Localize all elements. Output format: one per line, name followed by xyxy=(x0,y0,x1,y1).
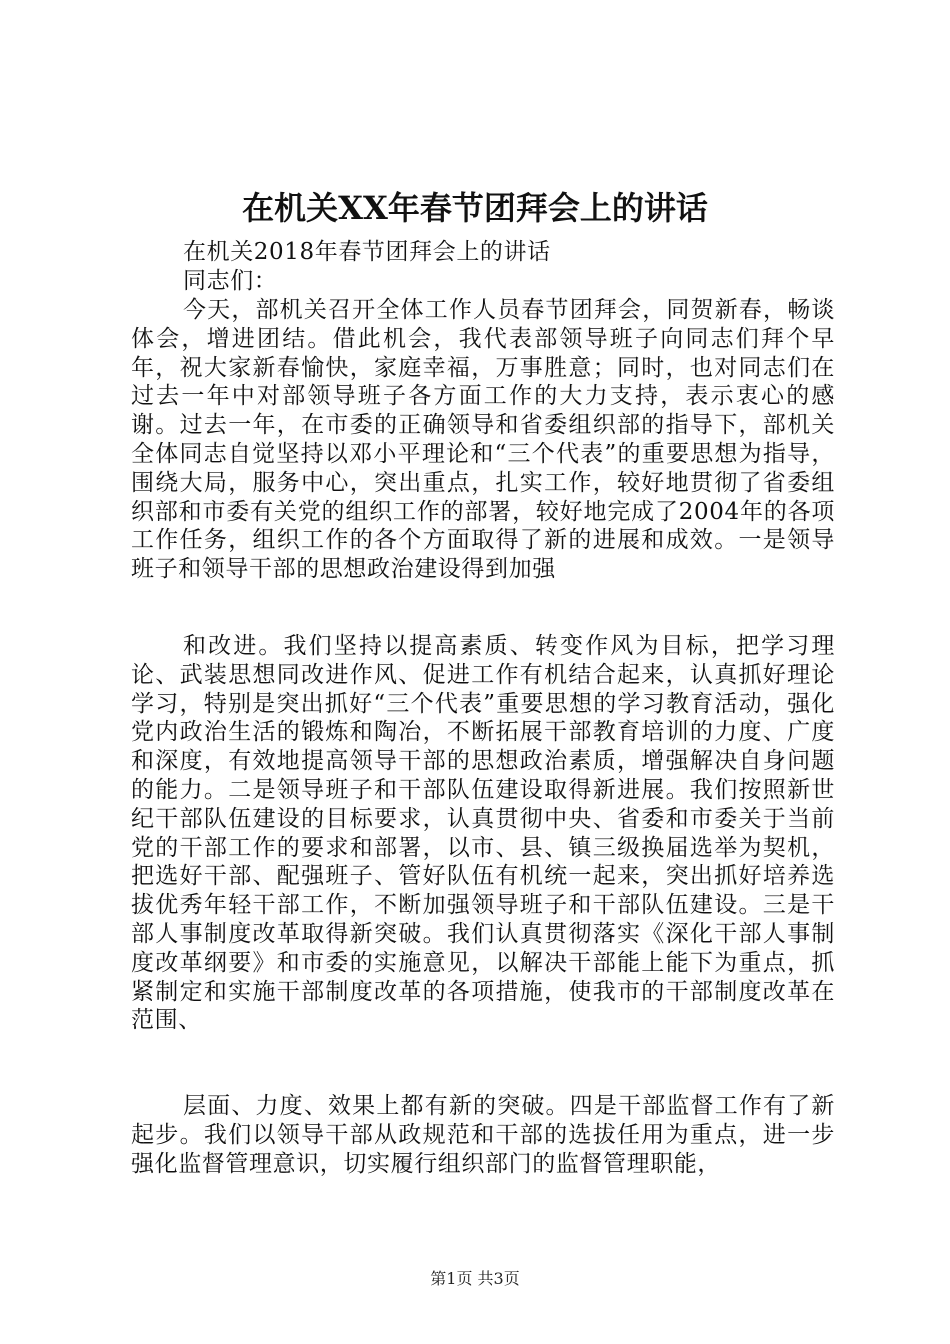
document-title: 在机关XX年春节团拜会上的讲话 xyxy=(242,189,708,227)
paragraph-2: 和改进。我们坚持以提高素质、转变作风为目标，把学习理论、武装思想同改进作风、促进工作有机结合起来，认真抓好理论学习，特别是突出抓好“三个代表”重要思想的学习教育活动，强化党内政治生活的锻炼和陶冶，不断拓展干部教育培训的力度、广度和深度，有效地提高领导干部的思想政治素质，增强解决自身问题的能力。二是领导班子和干部队伍建设取得新进展。我们按照新世纪干部队伍建设的目标要求，认真贯彻中央、省委和市委关于当前党的干部工作的要求和部署，以市、县、镇三级换届选举为契机，把选好干部、配强班子、管好队伍有机统一起来，突出抓好培养选拔优秀年轻干部工作，不断加强领导班子和干部队伍建设。三是干部人事制度改革取得新突破。我们认真贯彻落实《深化干部人事制度改革纲要》和市委的实施意见，以解决干部能上能下为重点，抓紧制定和实施干部制度改革的各项措施，使我市的干部制度改革在范围、 xyxy=(131,633,835,1034)
paragraph-1: 今天，部机关召开全体工作人员春节团拜会，同贺新春，畅谈体会，增进团结。借此机会，我代表部领导班子向同志们拜个早年，祝大家新春愉快，家庭幸福，万事胜意；同时，也对同志们在过去一年中对部领导班子各方面工作的大力支持，表示衷心的感谢。过去一年，在市委的正确领导和省委组织部的指导下，部机关全体同志自觉坚持以邓小平理论和“三个代表”的重要思想为指导，围绕大局，服务中心，突出重点，扎实工作，较好地贯彻了省委组织部和市委有关党的组织工作的部署，较好地完成了2004年的各项工作任务，组织工作的各个方面取得了新的进展和成效。一是领导班子和领导干部的思想政治建设得到加强 xyxy=(131,297,835,583)
page-indicator: 第1页 共3页 xyxy=(430,1269,520,1288)
greeting: 同志们： xyxy=(183,268,278,294)
paragraph-3: 层面、力度、效果上都有新的突破。四是干部监督工作有了新起步。我们以领导干部从政规范和干部的选拔任用为重点，进一步强化监督管理意识，切实履行组织部门的监督管理职能， xyxy=(131,1093,835,1177)
document-subtitle: 在机关2018年春节团拜会上的讲话 xyxy=(183,239,551,265)
